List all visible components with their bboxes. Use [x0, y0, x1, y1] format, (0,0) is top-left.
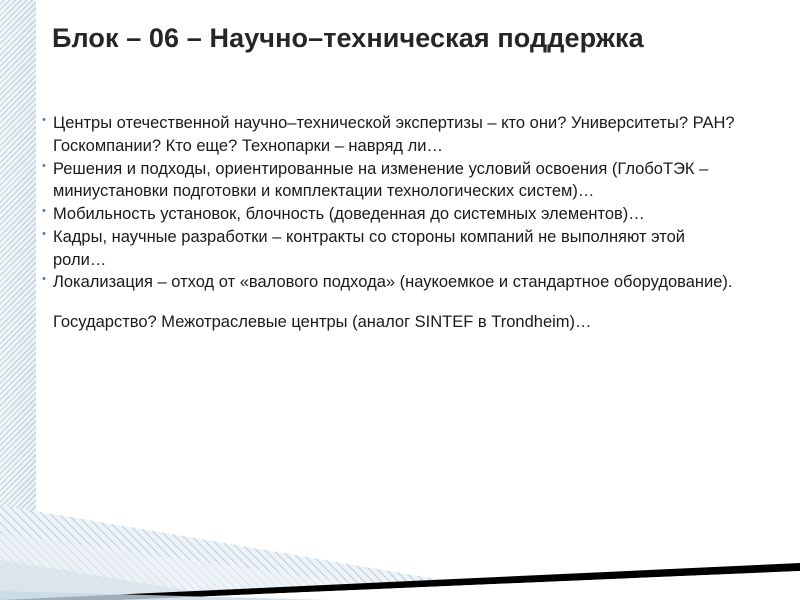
- left-edge-hatch-decoration: [0, 0, 36, 530]
- body-content: [40, 112, 740, 334]
- list-item: • Кадры, научные разработки – контракты со стороны компаний не выполняют этой роли…: [40, 226, 740, 272]
- bottom-corner-decoration: [0, 505, 800, 600]
- list-item: • Центры отечественной научно–технической экспертизы – кто они? Университеты? РАН? Госкомпании? Кто еще? Технопарки – навряд ли…: [40, 112, 740, 158]
- list-item: • Решения и подходы, ориентированные на изменение условий освоения (ГлобоТЭК – миниустановки подготовки и комплектации технологических систем)…: [40, 158, 740, 204]
- bullet-list: [40, 112, 740, 294]
- page-title: Блок – 06 – Научно–техническая поддержка: [52, 23, 644, 53]
- closing-paragraph: Государство? Межотраслевые центры (аналог SINTEF в Trondheim)…: [53, 313, 592, 332]
- list-item: • Локализация – отход от «валового подхода» (наукоемкое и стандартное оборудование).: [40, 271, 740, 294]
- list-item: • Мобильность установок, блочность (доведенная до системных элементов)…: [40, 203, 740, 226]
